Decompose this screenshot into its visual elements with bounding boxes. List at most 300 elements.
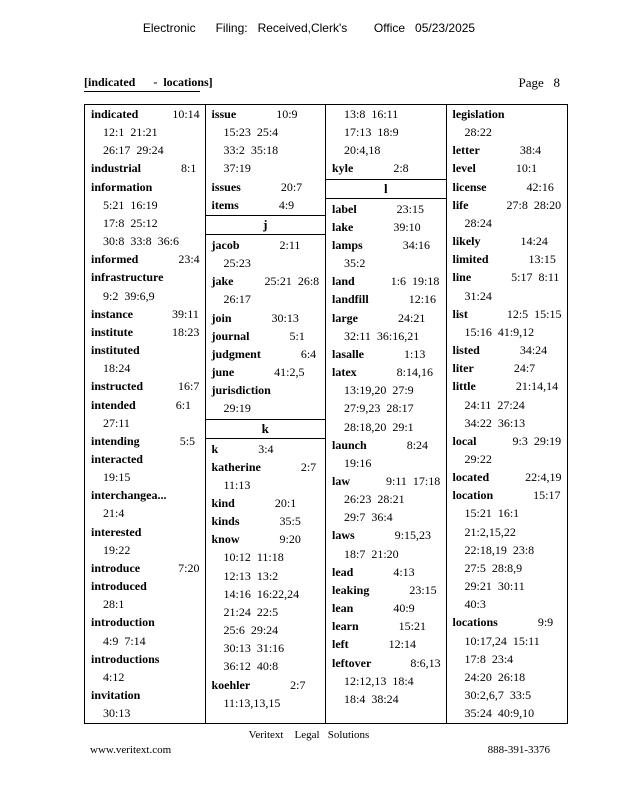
index-term: launch — [332, 437, 367, 452]
page-line-refs: 1:13 — [404, 346, 426, 361]
page-line-refs-continued: 9:2 39:6,9 — [103, 288, 155, 303]
index-term: learn — [332, 619, 359, 634]
index-term: laws — [332, 528, 355, 543]
entry-continuation-line — [326, 254, 446, 272]
index-term: instructed — [91, 379, 143, 394]
index-term: lasalle — [332, 346, 364, 361]
page-line-refs: 7:20 — [178, 560, 200, 575]
index-term: june — [211, 365, 235, 380]
index-entry — [447, 105, 568, 141]
page-line-refs-continued: 25:23 — [223, 256, 251, 271]
page-line-refs-continued: 19:22 — [103, 542, 131, 557]
footer-phone: 888-391-3376 — [487, 744, 550, 756]
index-term: interchangea... — [91, 488, 167, 503]
page-line-refs: 39:10 — [393, 219, 421, 234]
index-entry — [85, 450, 205, 486]
index-term: lean — [332, 601, 354, 616]
page-line-refs: 6:4 — [300, 346, 317, 361]
entry-first-line — [447, 250, 568, 268]
page-line-refs-continued: 28:22 — [464, 125, 492, 140]
index-entry — [206, 381, 326, 417]
index-term: kinds — [211, 514, 240, 529]
page-line-refs-continued: 12:13 13:2 — [223, 568, 279, 583]
index-entry — [85, 268, 205, 304]
page-line-refs: 23:15 — [409, 582, 437, 597]
index-entry — [447, 359, 568, 377]
entry-continuation-line — [85, 504, 205, 522]
page-line-refs-continued: 26:23 28:21 — [344, 492, 405, 507]
index-entry — [85, 577, 205, 613]
index-term: information — [91, 179, 153, 194]
page-line-refs-continued: 17:13 18:9 — [344, 125, 399, 140]
entry-first-line — [326, 599, 446, 617]
index-term: license — [452, 179, 487, 194]
index-entry — [326, 563, 446, 581]
page-line-refs-continued: 26:17 — [223, 292, 251, 307]
page-line-refs-continued: 18:24 — [103, 361, 131, 376]
index-term: koehler — [211, 677, 251, 692]
page-line-refs: 35:5 — [279, 514, 301, 529]
entry-first-line — [206, 105, 326, 123]
page-line-refs: 2:7 — [290, 677, 306, 692]
index-entry — [85, 341, 205, 377]
page-line-refs-continued: 29:21 30:11 — [464, 579, 525, 594]
page-line-refs-continued: 35:24 40:9,10 — [464, 706, 535, 721]
index-entry — [447, 232, 568, 250]
index-entry — [326, 345, 446, 363]
index-term: introductions — [91, 651, 160, 666]
index-term: lamps — [332, 237, 363, 252]
entry-first-line — [326, 345, 446, 363]
page-line-refs-continued: 17:8 25:12 — [103, 215, 158, 230]
entry-first-line — [326, 617, 446, 635]
entry-first-line — [85, 577, 205, 595]
entry-continuation-line — [206, 603, 326, 621]
index-entry — [447, 377, 568, 431]
entry-first-line — [447, 432, 568, 450]
page-line-refs-continued: 36:12 40:8 — [223, 659, 279, 674]
page-line-refs: 8:6,13 — [410, 655, 441, 670]
entry-continuation-line — [206, 123, 326, 141]
page-line-refs: 34:16 — [402, 237, 431, 252]
index-entry — [326, 309, 446, 345]
entry-first-line — [447, 486, 568, 504]
entry-continuation-line — [85, 287, 205, 305]
index-entry — [206, 236, 326, 272]
index-entry — [447, 268, 568, 304]
index-term: join — [211, 310, 232, 325]
entry-first-line — [206, 676, 326, 694]
page-line-refs: 24:7 — [513, 361, 536, 376]
page-line-refs-continued: 28:24 — [464, 215, 492, 230]
index-entry — [447, 159, 568, 177]
page-line-refs-continued: 15:23 25:4 — [223, 125, 279, 140]
page-line-refs-continued: 11:13,13,15 — [223, 695, 281, 710]
index-term: judgment — [211, 346, 261, 361]
entry-continuation-line — [85, 214, 205, 232]
page-line-refs-continued: 19:16 — [344, 455, 372, 470]
entry-first-line — [447, 159, 568, 177]
index-entry — [85, 178, 205, 251]
index-term: letter — [452, 143, 480, 158]
index-term: interested — [91, 524, 142, 539]
page-line-refs-continued: 30:13 31:16 — [223, 641, 285, 656]
page-line-refs: 42:16 — [526, 179, 554, 194]
entry-first-line — [447, 141, 568, 159]
entry-continuation-line — [206, 621, 326, 639]
entry-first-line — [447, 359, 568, 377]
entry-continuation-line — [447, 523, 568, 541]
entry-continuation-line — [447, 704, 568, 722]
entry-continuation-line — [206, 399, 326, 417]
entry-continuation-line — [206, 141, 326, 159]
page-line-refs-continued: 37:19 — [223, 161, 251, 176]
entry-first-line — [85, 486, 205, 504]
page-line-refs: 30:13 — [271, 310, 299, 325]
index-term: institute — [91, 324, 133, 339]
index-entry — [326, 272, 446, 290]
entry-continuation-line — [326, 672, 446, 690]
entry-continuation-line — [447, 504, 568, 522]
index-term: kind — [211, 495, 235, 510]
index-term: label — [332, 201, 357, 216]
index-entry — [206, 363, 326, 381]
entry-continuation-line — [85, 359, 205, 377]
index-column-3 — [326, 105, 447, 723]
page-line-refs-continued: 28:1 — [103, 597, 125, 612]
page-line-refs-continued: 32:11 36:16,21 — [344, 328, 420, 343]
index-entry — [326, 635, 446, 653]
entry-first-line — [326, 436, 446, 454]
page-line-refs-continued: 21:2,15,22 — [464, 524, 516, 539]
entry-first-line — [85, 105, 205, 123]
page-line-refs: 2:11 — [279, 237, 301, 252]
entry-continuation-line — [85, 668, 205, 686]
page-line-refs: 41:2,5 — [274, 365, 305, 380]
index-entry — [85, 686, 205, 722]
footer-company: Veritext Legal Solutions — [248, 729, 370, 741]
index-term: latex — [332, 365, 357, 380]
page-line-refs-continued: 26:17 29:24 — [103, 143, 164, 158]
index-term: infrastructure — [91, 270, 164, 285]
section-letter: k — [206, 419, 326, 439]
index-entry — [206, 676, 326, 712]
entry-continuation-line — [85, 704, 205, 722]
index-term: local — [452, 433, 477, 448]
page-line-refs-continued: 30:2,6,7 33:5 — [464, 688, 532, 702]
index-entry — [326, 236, 446, 272]
entry-first-line — [326, 581, 446, 599]
index-term: invitation — [91, 688, 141, 702]
page-line-refs-continued: 29:22 — [464, 451, 492, 466]
entry-first-line — [206, 440, 326, 458]
page-line-refs-continued: 29:19 — [223, 401, 251, 416]
page-line-refs: 23:4 — [178, 252, 200, 267]
page-line-refs: 3:4 — [258, 441, 274, 456]
index-entry — [326, 218, 446, 236]
entry-first-line — [447, 305, 568, 323]
entry-first-line — [206, 309, 326, 327]
index-entry — [447, 613, 568, 722]
page-line-refs: 13:15 — [528, 252, 556, 267]
index-range: [indicated - locations] — [84, 75, 213, 89]
section-letter: j — [206, 215, 326, 235]
entry-continuation-line — [326, 490, 446, 508]
index-entry — [85, 559, 205, 577]
page-line-refs: 22:4,19 — [525, 470, 562, 485]
index-entry — [447, 432, 568, 468]
header-rule — [84, 91, 200, 92]
index-entry — [326, 436, 446, 472]
page-line-refs-continued: 19:15 — [103, 470, 131, 485]
page-line-refs-continued: 35:2 — [344, 256, 366, 271]
index-entry — [447, 486, 568, 613]
page-line-refs: 2:8 — [393, 161, 409, 176]
page-line-refs-continued: 17:8 23:4 — [464, 651, 514, 666]
entry-first-line — [206, 196, 326, 214]
page-line-refs: 5:5 — [179, 433, 196, 448]
page-line-refs: 27:8 28:20 — [506, 197, 562, 212]
entry-continuation-line — [206, 290, 326, 308]
index-term: located — [452, 470, 490, 485]
index-term: introduction — [91, 615, 155, 630]
index-entry — [206, 309, 326, 327]
page-line-refs-continued: 18:4 38:24 — [344, 691, 399, 706]
entry-continuation-line — [326, 327, 446, 345]
entry-continuation-line — [85, 414, 205, 432]
page-line-refs-continued: 12:1 21:21 — [103, 125, 158, 140]
index-entry — [206, 178, 326, 196]
page-line-refs-continued: 15:16 41:9,12 — [464, 324, 535, 339]
entry-continuation-line — [206, 657, 326, 675]
index-term: introduced — [91, 579, 147, 594]
entry-continuation-line — [85, 595, 205, 613]
page-line-refs-continued: 30:8 33:8 36:6 — [103, 234, 180, 249]
index-entry — [326, 526, 446, 562]
entry-first-line — [85, 686, 205, 704]
index-entry — [447, 196, 568, 232]
index-term: katherine — [211, 459, 261, 474]
page-line-refs: 40:9 — [393, 601, 415, 616]
index-entry — [206, 327, 326, 345]
entry-continuation-line — [206, 476, 326, 494]
index-entry — [447, 305, 568, 341]
entry-first-line — [326, 159, 446, 177]
page-line-refs-continued: 11:13 — [223, 477, 251, 492]
index-term: lake — [332, 219, 354, 234]
page-line-refs-continued: 10:17,24 15:11 — [464, 633, 540, 648]
entry-first-line — [447, 196, 568, 214]
index-term: level — [452, 161, 476, 176]
index-term: locations — [452, 615, 498, 630]
page-line-refs: 24:21 — [398, 310, 426, 325]
index-entry — [206, 196, 326, 214]
page-line-refs-continued: 20:4,18 — [344, 143, 381, 158]
entry-first-line — [85, 396, 205, 414]
entry-continuation-line — [206, 567, 326, 585]
index-term: location — [452, 488, 494, 503]
page-line-refs: 9:3 29:19 — [512, 433, 562, 448]
page-line-refs: 12:5 15:15 — [506, 306, 562, 321]
index-entry — [447, 341, 568, 359]
page-line-refs: 5:17 8:11 — [511, 270, 560, 285]
page-line-refs: 12:16 — [408, 292, 437, 307]
page-line-refs: 9:11 17:18 — [386, 473, 441, 488]
entry-first-line — [206, 512, 326, 530]
index-entry — [326, 159, 446, 177]
index-entry — [326, 472, 446, 526]
page-line-refs: 38:4 — [519, 143, 542, 158]
page-line-refs: 16:7 — [178, 379, 200, 394]
index-entry — [85, 323, 205, 341]
index-column-1 — [85, 105, 206, 723]
entry-continuation-line — [326, 141, 446, 159]
entry-continuation-line — [447, 414, 568, 432]
index-entry — [85, 305, 205, 323]
entry-continuation-line — [326, 418, 446, 436]
index-entry — [447, 141, 568, 159]
index-term: know — [211, 532, 240, 547]
index-entry — [85, 613, 205, 649]
entry-continuation-line — [206, 639, 326, 657]
index-entry — [206, 494, 326, 512]
page-line-refs: 4:13 — [393, 564, 415, 579]
entry-first-line — [326, 309, 446, 327]
index-term: issues — [211, 179, 241, 194]
page-line-refs: 20:7 — [280, 179, 303, 194]
entry-first-line — [85, 268, 205, 286]
index-term: k — [211, 441, 219, 456]
footer-website: www.veritext.com — [90, 744, 172, 756]
entry-continuation-line — [85, 232, 205, 250]
index-term: leaking — [332, 582, 370, 597]
index-entry — [206, 458, 326, 494]
page-line-refs: 23:15 — [396, 201, 425, 216]
entry-continuation-line — [85, 141, 205, 159]
page-line-refs-continued: 33:2 35:18 — [223, 143, 279, 158]
page-line-refs-continued: 21:4 — [103, 506, 125, 521]
page-line-refs-continued: 4:12 — [103, 669, 125, 684]
page-line-refs: 34:24 — [519, 343, 548, 358]
entry-continuation-line — [326, 545, 446, 563]
index-column-2 — [206, 105, 327, 723]
filing-stamp: Electronic Filing: Received,Clerk's Office 05/23/2025 — [142, 21, 476, 35]
entry-continuation-line — [447, 323, 568, 341]
index-entry — [85, 396, 205, 432]
entry-first-line — [326, 272, 446, 290]
index-entry — [206, 440, 326, 458]
index-entry — [206, 512, 326, 530]
page-line-refs: 15:21 — [398, 619, 427, 634]
page-line-refs: 9:9 — [537, 615, 554, 630]
entry-first-line — [447, 377, 568, 395]
page-line-refs: 5:1 — [289, 328, 305, 343]
index-term: liter — [452, 361, 474, 376]
index-entry — [326, 363, 446, 436]
page-line-refs-continued: 5:21 16:19 — [103, 197, 158, 212]
index-term: instituted — [91, 343, 140, 358]
entry-first-line — [206, 363, 326, 381]
page-line-refs: 10:1 — [515, 161, 538, 176]
page-line-refs-continued: 4:9 7:14 — [103, 633, 146, 648]
entry-first-line — [326, 635, 446, 653]
entry-continuation-line — [85, 123, 205, 141]
entry-first-line — [447, 105, 568, 123]
entry-first-line — [206, 381, 326, 399]
page-line-refs: 8:1 — [181, 161, 197, 176]
index-entry — [85, 523, 205, 559]
index-entry — [326, 617, 446, 635]
entry-first-line — [206, 327, 326, 345]
entry-first-line — [206, 272, 326, 290]
entry-first-line — [85, 178, 205, 196]
index-entry — [326, 200, 446, 218]
entry-first-line — [206, 530, 326, 548]
entry-first-line — [85, 559, 205, 577]
page-line-refs: 12:14 — [388, 637, 416, 652]
index-entry — [326, 581, 446, 599]
page-line-refs-continued: 10:12 11:18 — [223, 550, 284, 565]
index-entry — [85, 486, 205, 522]
index-term: line — [452, 270, 472, 285]
index-term: landfill — [332, 292, 369, 307]
entry-continuation-line — [326, 123, 446, 141]
page-line-refs-continued: 12:12,13 18:4 — [344, 673, 414, 688]
index-column-4 — [447, 105, 568, 723]
index-term: left — [332, 637, 349, 652]
page-line-refs: 1:6 19:18 — [390, 274, 440, 289]
entry-continuation-line — [447, 214, 568, 232]
entry-first-line — [447, 341, 568, 359]
page-line-refs-continued: 13:19,20 27:9 — [344, 383, 414, 398]
page-line-refs-continued: 24:11 27:24 — [464, 397, 525, 412]
index-entry — [447, 178, 568, 196]
entry-first-line — [326, 236, 446, 254]
page-line-refs: 20:1 — [274, 495, 297, 510]
index-term: interacted — [91, 451, 143, 466]
index-entry — [206, 530, 326, 675]
entry-continuation-line — [447, 577, 568, 595]
index-term: large — [332, 310, 358, 325]
entry-first-line — [206, 494, 326, 512]
page-line-refs: 8:14,16 — [396, 365, 433, 380]
index-term: items — [211, 197, 239, 212]
entry-first-line — [85, 250, 205, 268]
entry-first-line — [85, 450, 205, 468]
index-term: lead — [332, 564, 354, 579]
page-line-refs-continued: 15:21 16:1 — [464, 506, 520, 521]
entry-first-line — [85, 341, 205, 359]
page-number: Page 8 — [518, 75, 560, 90]
index-entry — [85, 105, 205, 159]
index-term: leftover — [332, 655, 372, 670]
index-term: intending — [91, 433, 140, 448]
index-term: limited — [452, 252, 489, 267]
page-line-refs: 18:23 — [172, 324, 200, 339]
page-line-refs-continued: 27:11 — [103, 415, 130, 430]
page-line-refs: 10:9 — [276, 107, 298, 121]
entry-continuation-line — [447, 123, 568, 141]
index-entry — [326, 599, 446, 617]
entry-first-line — [85, 377, 205, 395]
entry-continuation-line — [85, 632, 205, 650]
entry-continuation-line — [206, 548, 326, 566]
index-term: life — [452, 197, 469, 212]
entry-first-line — [326, 218, 446, 236]
index-entry — [326, 105, 446, 159]
entry-first-line — [326, 290, 446, 308]
entry-first-line — [206, 236, 326, 254]
